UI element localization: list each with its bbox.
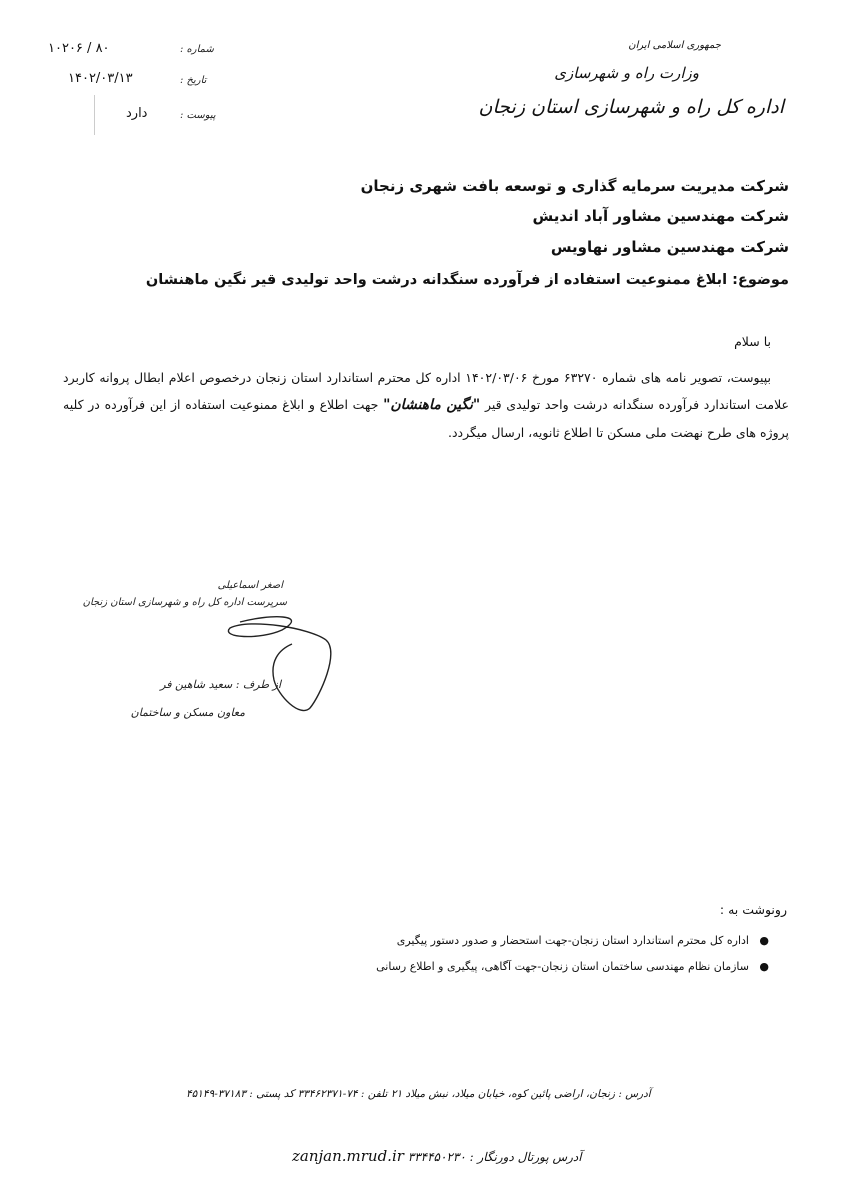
date-label: تاریخ : [180, 75, 207, 86]
cc-list [376, 930, 769, 982]
letter-subject: موضوع: ابلاغ ممنوعیت استفاده از فرآورده سنگدانه درشت واحد تولیدی قیر نگین ماهنشان [145, 272, 789, 288]
recipient-2: شرکت مهندسین مشاور آباد اندیش [532, 207, 789, 225]
recipient-3: شرکت مهندسین مشاور نهاویس [550, 238, 789, 256]
footer-address: آدرس : زنجان، اراضی پائین کوه، خیابان میلاد، نبش میلاد ۲۱ تلفن : ۷۴-۳۳۴۶۲۳۷۱ کد پستی : ۳۷۱۸۳-۴۵۱۴۹ [186, 1088, 651, 1100]
letter-date: ۱۴۰۲/۰۳/۱۳ [68, 71, 133, 86]
letter-number: ۸۰ / ۱۰۲۰۶ [48, 41, 110, 56]
cc-item-text: اداره کل محترم استاندارد استان زنجان-جهت استحضار و صدور دستور پیگیری [396, 934, 749, 947]
portal-url[interactable]: zanjan.mrud.ir [292, 1147, 404, 1165]
recipient-1: شرکت مدیریت سرمایه گذاری و توسعه بافت شهری زنجان [360, 177, 789, 195]
deputy-title: معاون مسکن و ساختمان [130, 706, 245, 719]
attachment-value: دارد [126, 106, 148, 121]
body-highlight: "نگین ماهنشان" [383, 397, 481, 413]
on-behalf-of: از طرف : سعید شاهین فر [160, 678, 281, 691]
cc-item-text: سازمان نظام مهندسی ساختمان استان زنجان-جهت آگاهی، پیگیری و اطلاع رسانی [376, 960, 749, 973]
body-part-1: بپیوست، تصویر نامه های شماره ۶۳۲۷۰ مورخ ۱۴۰۲/۰۳/۰۶ اداره کل محترم استاندارد استان زنجان درخصوص اعلام ابطال پروانه کاربرد علامت استاندارد فرآورده سنگدانه درشت واحد تولیدی قیر [63, 370, 789, 412]
signature-scribble [200, 600, 350, 720]
bullet-icon: ● [759, 934, 769, 947]
signatory-name: اصغر اسماعیلی [217, 580, 283, 591]
cc-item [376, 956, 769, 982]
body-part-2: جهت اطلاع و ابلاغ ممنوعیت استفاده از این فرآورده در کلیه پروژه های طرح نهضت ملی مسکن تا اطلاع ثانویه، ارسال میگردد. [63, 397, 789, 440]
header-divider [94, 95, 95, 135]
signatory-title: سرپرست اداره کل راه و شهرسازی استان زنجان [82, 597, 287, 608]
republic-label: جمهوری اسلامی ایران [628, 40, 721, 51]
fax-number: دورنگار : ۳۳۴۴۵۰۲۳۰ [407, 1150, 514, 1164]
cc-item [376, 930, 769, 956]
number-label: شماره : [180, 44, 214, 55]
greeting: با سلام [734, 334, 771, 349]
body-paragraph [63, 364, 789, 446]
ministry-name: وزارت راه و شهرسازی [554, 64, 699, 82]
attachment-label: پیوست : [180, 110, 216, 121]
footer-contact [292, 1147, 582, 1165]
cc-title: رونوشت به : [719, 902, 787, 917]
portal-label: آدرس پورتال [517, 1150, 582, 1164]
department-name: اداره کل راه و شهرسازی استان زنجان [478, 96, 784, 118]
bullet-icon: ● [759, 960, 769, 973]
